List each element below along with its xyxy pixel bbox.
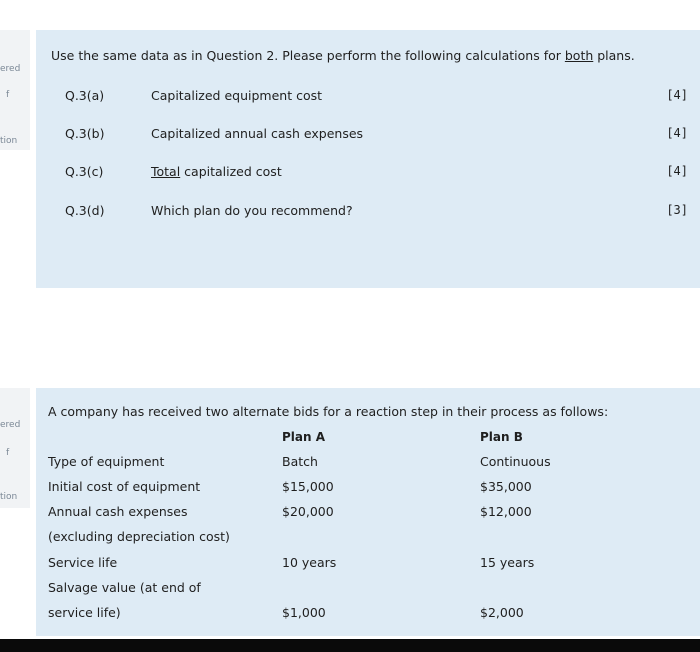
row-label: (excluding depreciation cost) (48, 529, 230, 544)
question-text: Capitalized equipment cost (151, 88, 323, 103)
table-row (36, 504, 700, 522)
sidebar-fragment: f (6, 90, 10, 100)
row-label: Type of equipment (48, 454, 165, 469)
bottom-bar (0, 639, 700, 652)
sidebar-strip-bottom (0, 388, 30, 508)
question-marks: [4] (666, 126, 688, 140)
sidebar-fragment: f (6, 448, 10, 458)
sidebar-strip-top (0, 30, 30, 150)
sidebar-fragment: tion (0, 492, 18, 502)
column-header-plan-a: Plan A (282, 430, 326, 444)
question-marks: [4] (666, 164, 688, 178)
data-intro: A company has received two alternate bids for a reaction step in their process as follows: (48, 404, 609, 419)
plan-b-value: 15 years (480, 555, 535, 570)
table-row (36, 580, 700, 598)
question-row (36, 164, 700, 182)
question-text: Which plan do you recommend? (151, 203, 353, 218)
question-marks: [3] (666, 203, 688, 217)
question-row (36, 88, 700, 106)
question-marks: [4] (666, 88, 688, 102)
row-label: Annual cash expenses (48, 504, 188, 519)
sidebar-fragment: ered (0, 64, 21, 74)
question-number: Q.3(b) (65, 126, 105, 141)
question-row (36, 203, 700, 221)
table-row (36, 605, 700, 623)
row-label: Service life (48, 555, 118, 570)
column-header-plan-b: Plan B (480, 430, 523, 444)
row-label: service life) (48, 605, 121, 620)
question-panel (36, 30, 700, 288)
table-row (36, 529, 700, 547)
plan-a-value: $1,000 (282, 605, 326, 620)
plan-a-value: $15,000 (282, 479, 334, 494)
plan-a-value: Batch (282, 454, 318, 469)
plan-b-value: $12,000 (480, 504, 532, 519)
table-row (36, 479, 700, 497)
row-label: Initial cost of equipment (48, 479, 201, 494)
question-number: Q.3(c) (65, 164, 104, 179)
question-intro: Use the same data as in Question 2. Please perform the following calculations for both plans. (51, 48, 635, 63)
question-number: Q.3(d) (65, 203, 105, 218)
row-label: Salvage value (at end of (48, 580, 201, 595)
table-row (36, 454, 700, 472)
question-text: Capitalized annual cash expenses (151, 126, 364, 141)
plan-a-value: $20,000 (282, 504, 334, 519)
question-number: Q.3(a) (65, 88, 105, 103)
sidebar-fragment: tion (0, 136, 18, 146)
plan-a-value: 10 years (282, 555, 337, 570)
table-row (36, 555, 700, 573)
question-text: Total capitalized cost (151, 164, 282, 179)
data-panel (36, 388, 700, 636)
sidebar-fragment: ered (0, 420, 21, 430)
question-row (36, 126, 700, 144)
plan-b-value: $35,000 (480, 479, 532, 494)
plan-b-value: Continuous (480, 454, 551, 469)
plan-b-value: $2,000 (480, 605, 524, 620)
